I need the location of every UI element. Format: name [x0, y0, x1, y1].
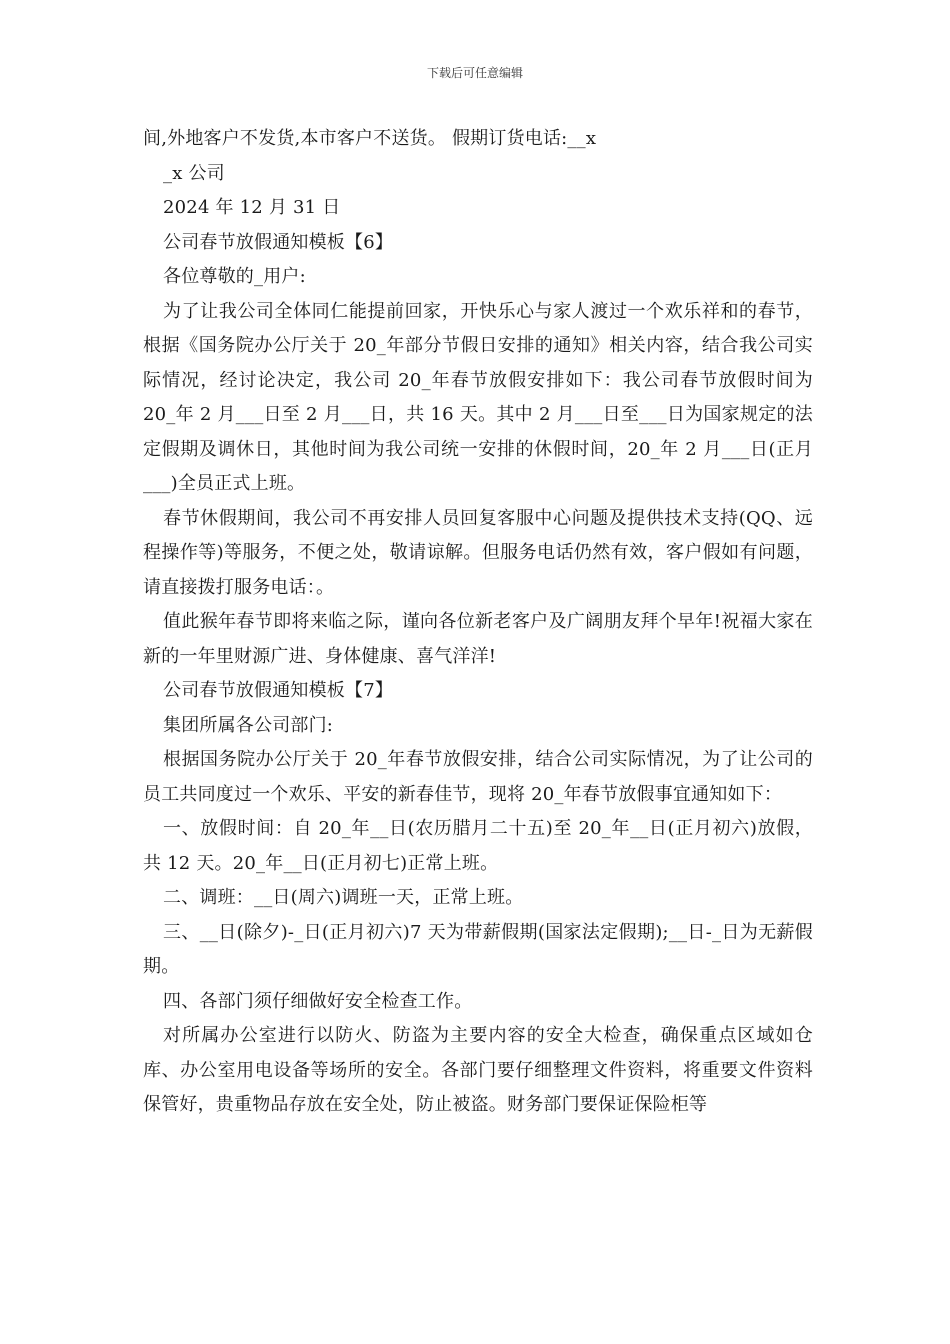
paragraph: 根据国务院办公厅关于 20_年春节放假安排，结合公司实际情况，为了让公司的员工共同度过一个欢乐、平安的新春佳节，现将 20_年春节放假事宜通知如下： [143, 749, 813, 805]
salutation: 各位尊敬的_用户: [163, 266, 306, 287]
paragraph: 三、__日(除夕)-_日(正月初六)7 天为带薪假期(国家法定假期);__日-_日为无薪假期。 [143, 921, 813, 977]
paragraph: 四、各部门须仔细做好安全检查工作。 [163, 990, 473, 1012]
paragraph: 一、放假时间：自 20_年__日(农历腊月二十五)至 20_年__日(正月初六)放假，共 12 天。20_年__日(正月初七)正常上班。 [143, 818, 813, 874]
section-title: 公司春节放假通知模板【7】 [163, 680, 394, 701]
paragraph: 春节休假期间，我公司不再安排人员回复客服中心问题及提供技术支持(QQ、远程操作等)等服务，不便之处，敬请谅解。但服务电话仍然有效，客户假如有问题，请直接拨打服务电话：。 [143, 507, 813, 598]
paragraph: 间,外地客户不发货,本市客户不送货。 假期订货电话:__x [143, 128, 597, 149]
section-title: 公司春节放假通知模板【6】 [163, 231, 394, 253]
paragraph: 二、调班：__日(周六)调班一天，正常上班。 [163, 887, 524, 908]
paragraph: _x 公司 [163, 162, 225, 184]
paragraph: 值此猴年春节即将来临之际，谨向各位新老客户及广阔朋友拜个早年!祝福大家在新的一年里财源广进、身体健康、喜气洋洋! [143, 611, 813, 667]
paragraph: 对所属办公室进行以防火、防盗为主要内容的安全大检查，确保重点区域如仓库、办公室用电设备等场所的安全。各部门要仔细整理文件资料，将重要文件资料保管好，贵重物品存放在安全处，防止被盗。财务部门要保证保险柜等 [143, 1025, 813, 1115]
document-body [143, 122, 813, 1123]
paragraph: 为了让我公司全体同仁能提前回家，开快乐心与家人渡过一个欢乐祥和的春节，根据《国务院办公厅关于 20_年部分节假日安排的通知》相关内容，结合我公司实际情况，经讨论决定，我公司 20_年春节放假安排如下：我公司春节放假时间为 20_年 2 月___日至 2 月___日，共 16 天。其中 2 月___日至___日为国家规定的法定假期及调休日，其他时间为我公司统一安排的休假时间，20_年 2 月___日(正月___)全员正式上班。 [143, 300, 813, 494]
date-line: 2024 年 12 月 31 日 [163, 197, 341, 218]
page-header-note: 下载后可任意编辑 [426, 66, 523, 80]
salutation: 集团所属各公司部门: [163, 714, 334, 736]
